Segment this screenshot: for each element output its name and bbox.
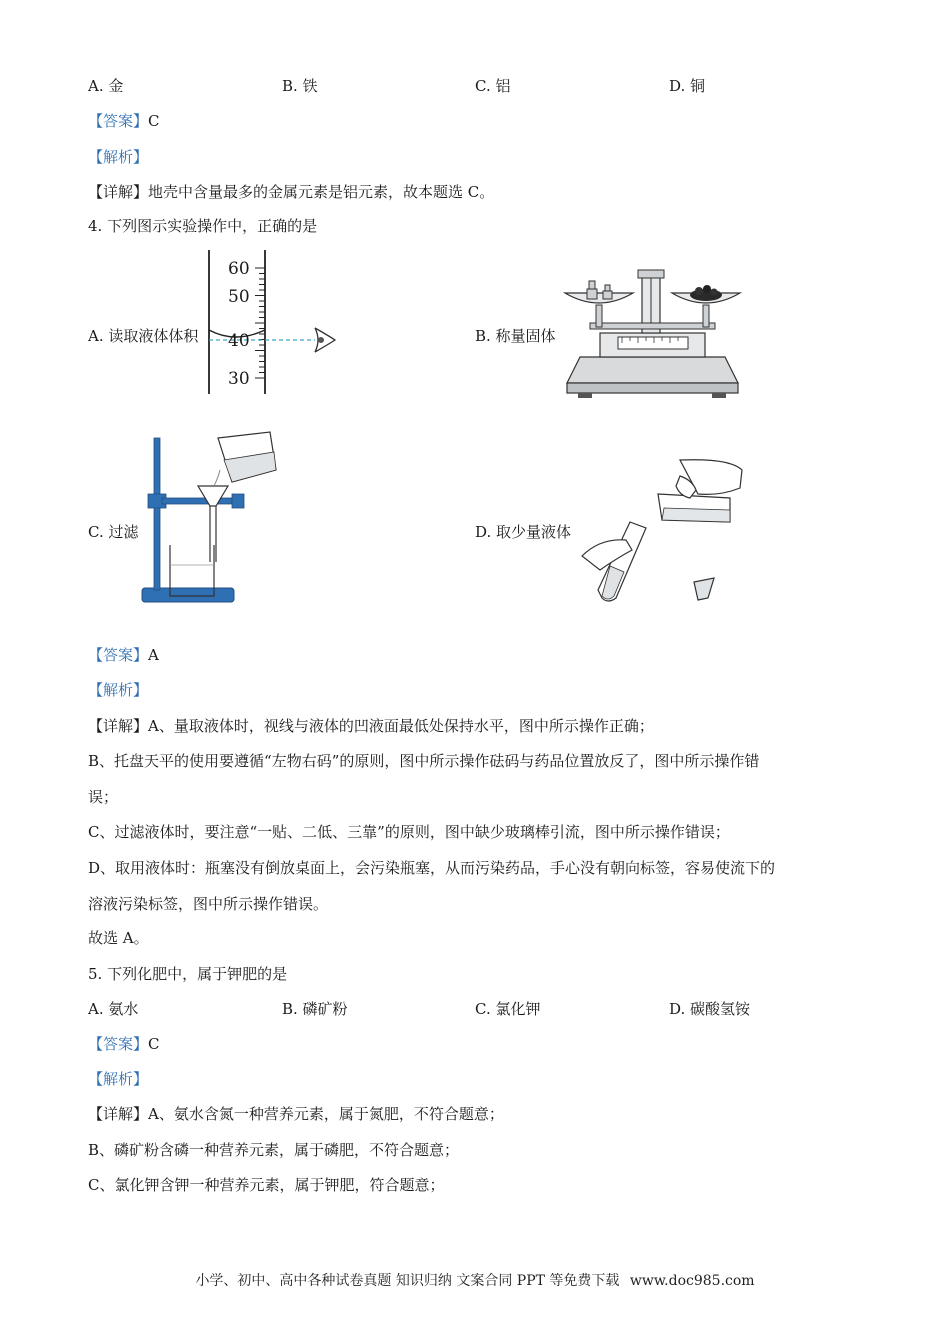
q5-option-c: C. 氯化钾 (475, 1000, 541, 1018)
q3-analysis: 【解析】 (88, 148, 149, 166)
balance-figure (560, 265, 745, 400)
q5-option-a: A. 氨水 (88, 1000, 139, 1018)
figure-a-label: A. 读取液体体积 (88, 327, 199, 345)
cylinder-tick-60: 60 (228, 259, 250, 279)
q4-detail-line-7: 故选 A。 (88, 929, 149, 947)
graduated-cylinder-figure (205, 248, 345, 396)
filtration-figure (140, 430, 285, 608)
figure-b-label: B. 称量固体 (475, 327, 556, 345)
cylinder-tick-50: 50 (228, 287, 250, 307)
q5-answer: 【答案】C (88, 1035, 160, 1053)
footer-link[interactable]: www.doc985.com (629, 1273, 755, 1289)
q4-detail-line-6: 溶液污染标签，图中所示操作错误。 (88, 895, 329, 913)
q4-detail-line-4: C、过滤液体时，要注意“一贴、二低、三靠”的原则，图中缺少玻璃棒引流，图中所示操作错误； (88, 823, 730, 841)
cylinder-tick-40: 40 (228, 331, 250, 351)
q4-analysis: 【解析】 (88, 681, 149, 699)
q4-detail-line-1: 【详解】A、量取液体时，视线与液体的凹液面最低处保持水平，图中所示操作正确； (88, 717, 654, 735)
q3-option-a: A. 金 (88, 77, 124, 95)
q4-answer: 【答案】A (88, 646, 159, 664)
pouring-liquid-figure (580, 458, 750, 608)
footer-text: 小学、初中、高中各种试卷真题 知识归纳 文案合同 PPT 等免费下载 (195, 1273, 620, 1289)
q4-detail-line-3: 误； (88, 788, 119, 806)
q3-option-d: D. 铜 (669, 77, 706, 95)
page-footer (0, 1270, 950, 1290)
q5-detail-line-2: B、磷矿粉含磷一种营养元素，属于磷肥，不符合题意； (88, 1141, 460, 1159)
q5-option-d: D. 碳酸氢铵 (669, 1000, 751, 1018)
q5-option-b: B. 磷矿粉 (282, 1000, 348, 1018)
q5-detail-line-1: 【详解】A、氨水含氮一种营养元素，属于氮肥，不符合题意； (88, 1105, 504, 1123)
q3-answer: 【答案】C (88, 112, 160, 130)
q3-option-b: B. 铁 (282, 77, 318, 95)
q5-stem: 5. 下列化肥中，属于钾肥的是 (88, 965, 288, 983)
q4-detail-line-2: B、托盘天平的使用要遵循“左物右码”的原则，图中所示操作砝码与药品位置放反了，图中所示操作错 (88, 752, 760, 770)
cylinder-tick-30: 30 (228, 369, 250, 389)
q4-stem: 4. 下列图示实验操作中，正确的是 (88, 217, 318, 235)
q5-analysis: 【解析】 (88, 1070, 149, 1088)
figure-d-label: D. 取少量液体 (475, 523, 572, 541)
q3-option-c: C. 铝 (475, 77, 511, 95)
q3-detail: 【详解】地壳中含量最多的金属元素是铝元素，故本题选 C。 (88, 183, 495, 201)
q5-detail-line-3: C、氯化钾含钾一种营养元素，属于钾肥，符合题意； (88, 1176, 445, 1194)
q4-detail-line-5: D、取用液体时：瓶塞没有倒放桌面上，会污染瓶塞，从而污染药品，手心没有朝向标签，容易使流下的 (88, 859, 776, 877)
figure-c-label: C. 过滤 (88, 523, 139, 541)
